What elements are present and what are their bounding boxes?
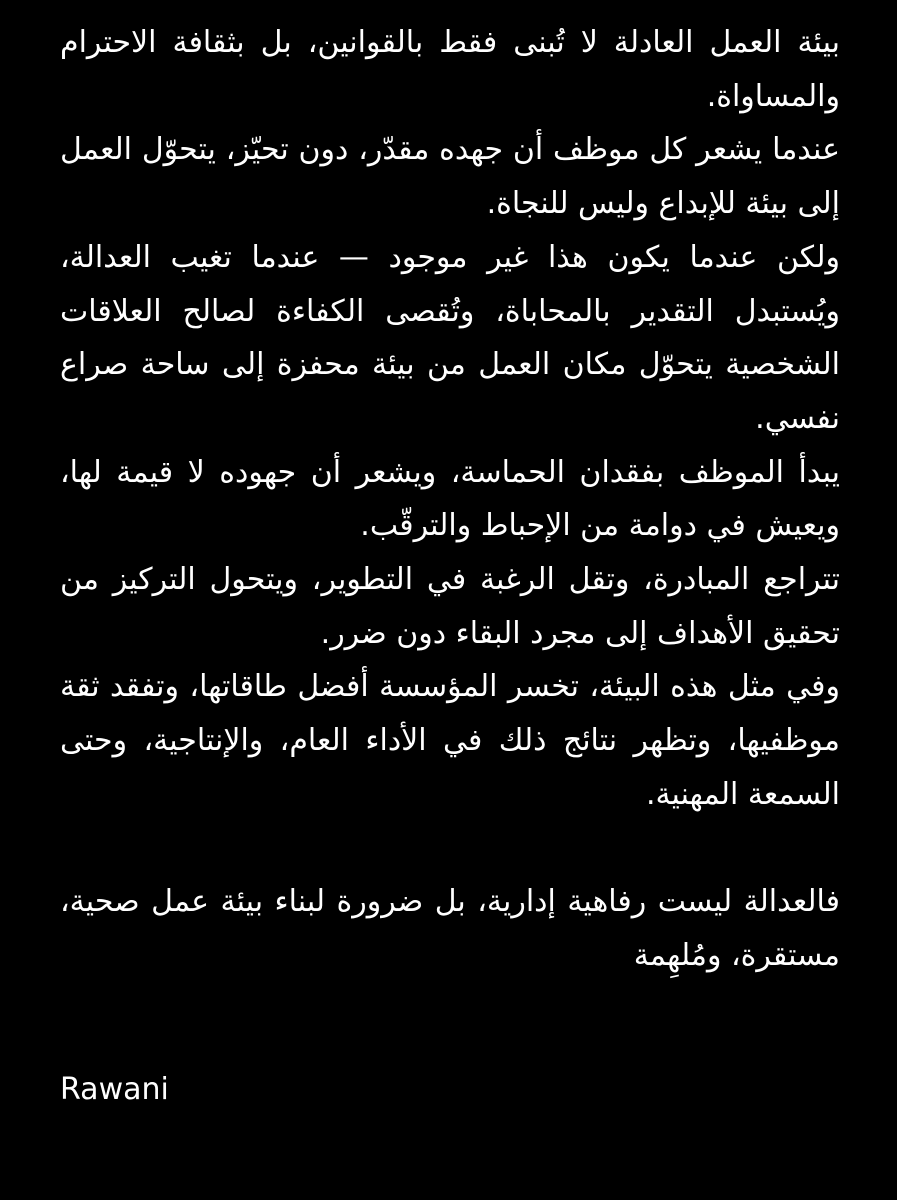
signature: Rawani [60,1072,169,1107]
paragraph-6: وفي مثل هذه البيئة، تخسر المؤسسة أفضل طاقاتها، وتفقد ثقة موظفيها، وتظهر نتائج ذلك في الأداء العام، والإنتاجية، وحتى السمعة المهنية. [60,669,840,812]
paragraph-4: يبدأ الموظف بفقدان الحماسة، ويشعر أن جهوده لا قيمة لها، ويعيش في دوامة من الإحباط والترقّب. [60,454,840,544]
blank-line [60,822,840,876]
closing-paragraph: فالعدالة ليست رفاهية إدارية، بل ضرورة لبناء بيئة عمل صحية، مستقرة، ومُلهِمة [60,884,840,973]
paragraph-2: عندما يشعر كل موظف أن جهده مقدّر، دون تحيّز، يتحوّل العمل إلى بيئة للإبداع وليس للنجاة. [60,132,840,222]
note-body [60,16,840,983]
paragraph-5: تتراجع المبادرة، وتقل الرغبة في التطوير، ويتحول التركيز من تحقيق الأهداف إلى مجرد البقاء دون ضرر. [60,562,840,651]
paragraph-3: ولكن عندما يكون هذا غير موجود — عندما تغيب العدالة، ويُستبدل التقدير بالمحاباة، وتُقصى الكفاءة لصالح العلاقات الشخصية يتحوّل مكان العمل من بيئة محفزة إلى ساحة صراع نفسي. [60,239,840,436]
paragraph-1: بيئة العمل العادلة لا تُبنى فقط بالقوانين، بل بثقافة الاحترام والمساواة. [60,25,840,114]
